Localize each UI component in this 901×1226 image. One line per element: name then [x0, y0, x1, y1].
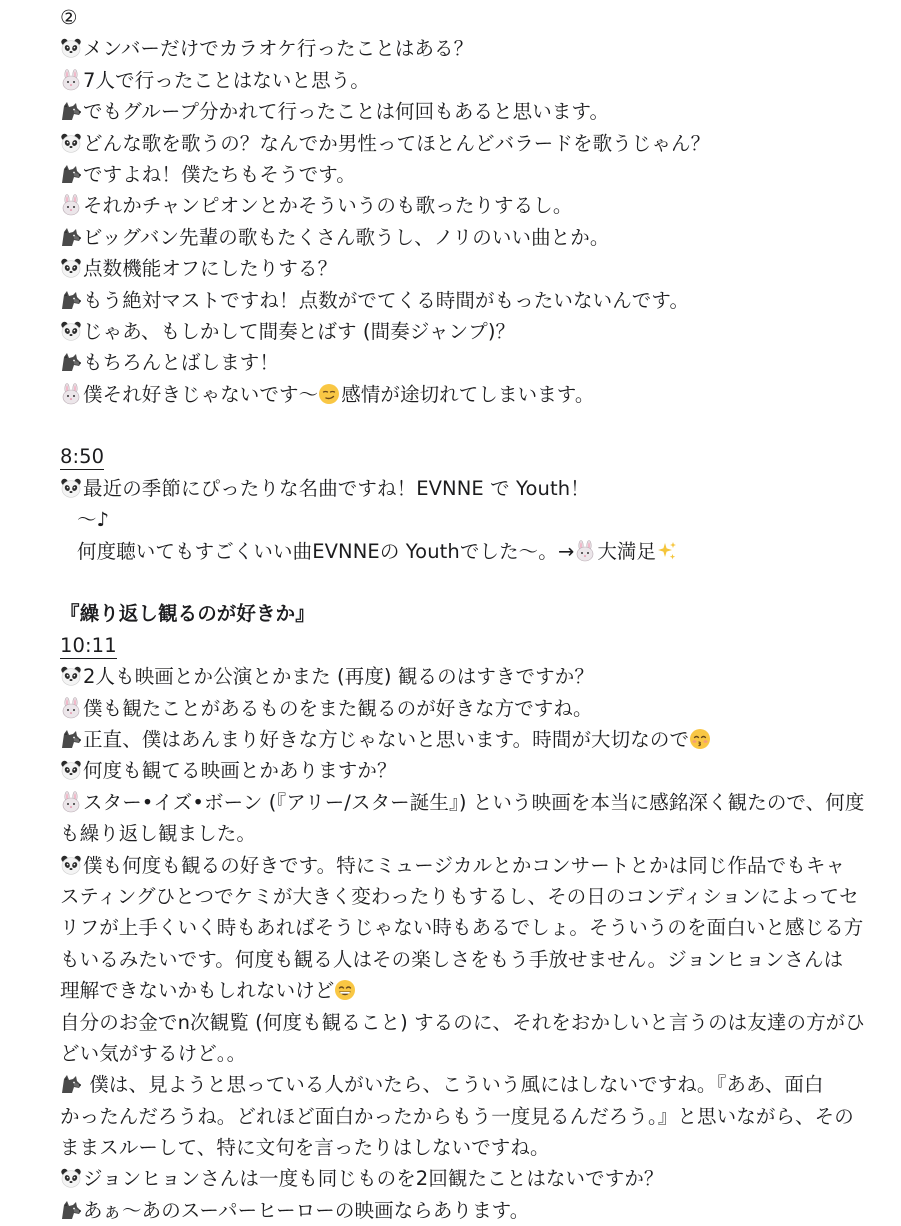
dialogue-line: スター•イズ•ボーン (『アリー/スター誕生』) という映画を本当に感銘深く観たので、何度: [60, 787, 860, 818]
dialogue-line: 何度も観てる映画とかありますか？: [60, 755, 860, 786]
wolf-icon: [60, 100, 82, 122]
panda-icon: [60, 759, 82, 781]
dialogue-line: じゃあ、もしかして間奏とばす (間奏ジャンプ)？: [60, 316, 860, 347]
dialogue-line: 7人で行ったことはないと思う。: [60, 65, 860, 96]
dialogue-line-cont: ままスルーして、特に文句を言ったりはしないですね。: [60, 1136, 550, 1160]
dialogue-line: ジョンヒョンさんは一度も同じものを2回観たことはないですか？: [60, 1163, 860, 1194]
dialogue-line-cont: どい気がするけど。。: [60, 1041, 247, 1065]
dialogue-line-cont: も繰り返し観ました。: [60, 822, 257, 846]
panda-icon: [60, 665, 82, 687]
timestamp-text: 8:50: [60, 445, 105, 469]
dialogue-line: 2人も映画とか公演とかまた (再度) 観るのはすきですか？: [60, 661, 860, 692]
rabbit-icon: [60, 383, 82, 405]
panda-icon: [60, 37, 82, 59]
blank-line: [60, 567, 860, 598]
wolf-icon: [60, 163, 82, 185]
blank-line: [60, 410, 860, 441]
dialogue-line: それかチャンピオンとかそういうのも歌ったりするし。: [60, 190, 860, 221]
song-outro: 何度聴いてもすごくいい曲EVNNEの Youthでした〜。→ 大満足: [60, 536, 860, 567]
rabbit-icon: [60, 69, 82, 91]
wolf-icon: [60, 1199, 82, 1221]
dialogue-line: 最近の季節にぴったりな名曲ですね！EVNNE で Youth！: [60, 473, 860, 504]
dialogue-line: メンバーだけでカラオケ行ったことはある？: [60, 33, 860, 64]
smirking-face-icon: [318, 383, 340, 405]
dialogue-line-cont: かったんだろうね。どれほど面白かったからもう一度見るんだろう。』と思いながら、その: [60, 1104, 854, 1128]
dialogue-line: 正直、僕はあんまり好きな方じゃないと思います。時間が大切なので: [60, 724, 860, 755]
wolf-icon: [60, 289, 82, 311]
kissing-face-icon: [689, 728, 711, 750]
panda-icon: [60, 257, 82, 279]
wolf-icon: [60, 351, 82, 373]
section-marker: ②: [60, 6, 78, 29]
dialogue-line: でもグループ分かれて行ったことは何回もあると思います。: [60, 96, 860, 127]
rabbit-icon: [574, 540, 596, 562]
grinning-face-icon: [334, 979, 356, 1001]
song-note: 〜♪: [77, 508, 110, 532]
dialogue-line-cont: 理解できないかもしれないけど: [60, 975, 860, 1006]
timestamp: [60, 630, 860, 661]
dialogue-line: 僕は、見ようと思っている人がいたら、こういう風にはしないですね。『ああ、面白: [60, 1069, 860, 1100]
dialogue-line: もちろんとばします！: [60, 347, 860, 378]
dialogue-line: ビッグバン先輩の歌もたくさん歌うし、ノリのいい曲とか。: [60, 222, 860, 253]
panda-icon: [60, 854, 82, 876]
dialogue-line-cont: スティングひとつでケミが大きく変わったりもするし、その日のコンディションによってセ: [60, 884, 859, 908]
wolf-icon: [60, 1073, 82, 1095]
dialogue-line: 僕それ好きじゃないです〜 感情が途切れてしまいます。: [60, 379, 860, 410]
dialogue-line-cont: もいるみたいです。何度も観る人はその楽しさをもう手放せません。ジョンヒョンさんは: [60, 947, 844, 971]
dialogue-line-cont: リフが上手くいく時もあればそうじゃない時もあるでしょ。そういうのを面白いと感じる方: [60, 916, 864, 940]
dialogue-line: どんな歌を歌うの？なんでか男性ってほとんどバラードを歌うじゃん？: [60, 128, 860, 159]
rabbit-icon: [60, 194, 82, 216]
dialogue-line: 点数機能オフにしたりする？: [60, 253, 860, 284]
timestamp-text: 10:11: [60, 633, 117, 657]
section-heading: 『繰り返し観るのが好きか』: [60, 602, 315, 626]
timestamp: [60, 441, 860, 472]
panda-icon: [60, 132, 82, 154]
panda-icon: [60, 320, 82, 342]
dialogue-line: もう絶対マストですね！点数がでてくる時間がもったいないんです。: [60, 285, 860, 316]
sparkles-icon: [656, 540, 678, 562]
dialogue-line: 僕も何度も観るの好きです。特にミュージカルとかコンサートとかは同じ作品でもキャ: [60, 850, 860, 881]
panda-icon: [60, 477, 82, 499]
panda-icon: [60, 1167, 82, 1189]
rabbit-icon: [60, 697, 82, 719]
dialogue-line: ですよね！僕たちもそうです。: [60, 159, 860, 190]
dialogue-line: 自分のお金でn次観覧 (何度も観ること) するのに、それをおかしいと言うのは友達の方がひ: [60, 1010, 865, 1034]
dialogue-line: あぁ〜あのスーパーヒーローの映画ならあります。: [60, 1195, 860, 1226]
rabbit-icon: [60, 791, 82, 813]
wolf-icon: [60, 226, 82, 248]
dialogue-line: 僕も観たことがあるものをまた観るのが好きな方ですね。: [60, 693, 860, 724]
document-body: [60, 2, 865, 1226]
wolf-icon: [60, 728, 82, 750]
